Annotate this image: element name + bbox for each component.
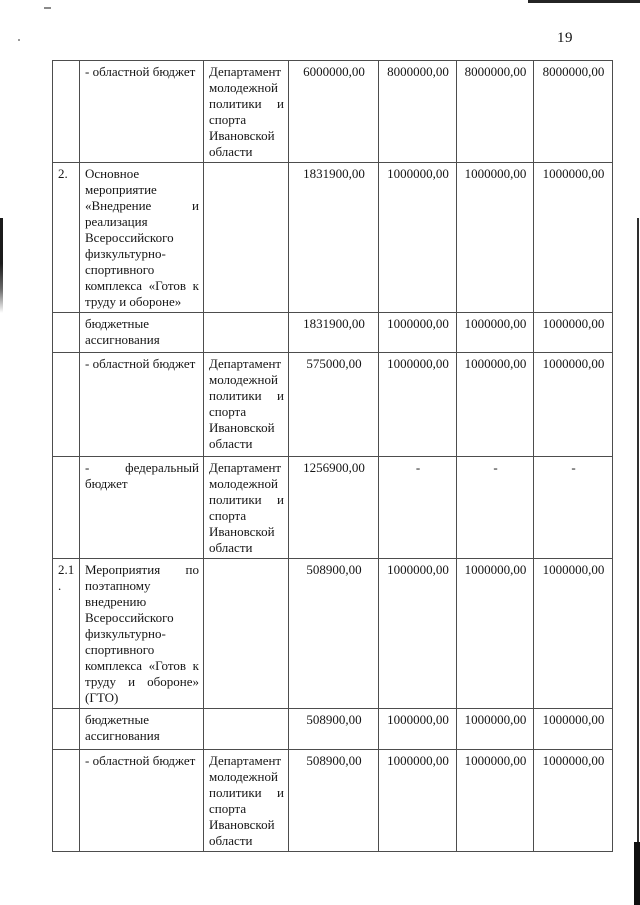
cell-item-name: - федеральный бюджет: [80, 457, 204, 559]
cell-row-number: [53, 353, 80, 457]
cell-amount-col1: 6000000,00: [289, 61, 379, 163]
cell-amount-col2: 1000000,00: [379, 353, 457, 457]
scan-artifact-right-edge: [637, 218, 639, 905]
cell-executor: Департамент молодежной политики и спорта Ивановской области: [204, 61, 289, 163]
cell-amount-col3: 1000000,00: [457, 750, 534, 852]
cell-amount-col3: 8000000,00: [457, 61, 534, 163]
cell-executor: [204, 163, 289, 313]
cell-amount-col2: 1000000,00: [379, 313, 457, 353]
scan-artifact-left-margin-mark: [0, 218, 3, 313]
table-row: [53, 709, 613, 750]
cell-amount-col1: 575000,00: [289, 353, 379, 457]
cell-row-number: [53, 709, 80, 750]
cell-amount-col3: 1000000,00: [457, 353, 534, 457]
table-row: [53, 61, 613, 163]
cell-amount-col4: 1000000,00: [534, 353, 613, 457]
cell-amount-col2: 1000000,00: [379, 163, 457, 313]
table-row: [53, 353, 613, 457]
cell-executor: [204, 313, 289, 353]
budget-table-body: [53, 61, 613, 852]
table-row: [53, 313, 613, 353]
cell-amount-col4: 1000000,00: [534, 559, 613, 709]
scan-artifact-dot: [18, 39, 20, 41]
page-number: 19: [557, 30, 573, 46]
cell-amount-col1: 1831900,00: [289, 163, 379, 313]
cell-amount-col2: -: [379, 457, 457, 559]
cell-amount-col3: 1000000,00: [457, 163, 534, 313]
cell-amount-col1: 508900,00: [289, 559, 379, 709]
cell-amount-col2: 8000000,00: [379, 61, 457, 163]
cell-row-number: [53, 750, 80, 852]
table-row: [53, 559, 613, 709]
cell-row-number: [53, 457, 80, 559]
cell-item-name: бюджетные ассигнования: [80, 313, 204, 353]
table-row: [53, 457, 613, 559]
cell-executor: [204, 559, 289, 709]
cell-amount-col3: -: [457, 457, 534, 559]
cell-row-number: 2.1.: [53, 559, 80, 709]
cell-amount-col2: 1000000,00: [379, 709, 457, 750]
cell-item-name: - областной бюджет: [80, 353, 204, 457]
cell-amount-col3: 1000000,00: [457, 709, 534, 750]
scan-artifact-top-edge: [528, 0, 640, 3]
cell-amount-col3: 1000000,00: [457, 559, 534, 709]
cell-amount-col2: 1000000,00: [379, 750, 457, 852]
cell-executor: [204, 709, 289, 750]
budget-table: [52, 60, 613, 852]
cell-row-number: [53, 313, 80, 353]
cell-executor: Департамент молодежной политики и спорта Ивановской области: [204, 750, 289, 852]
scan-artifact-dash: [44, 7, 51, 9]
cell-item-name: бюджетные ассигнования: [80, 709, 204, 750]
cell-amount-col4: 1000000,00: [534, 313, 613, 353]
cell-item-name: Мероприятия по поэтапному внедрению Всероссийского физкультурно-спортивного комплекса «Готов к труду и обороне» (ГТО): [80, 559, 204, 709]
cell-row-number: 2.: [53, 163, 80, 313]
cell-amount-col4: 1000000,00: [534, 709, 613, 750]
scan-artifact-right-edge-shadow: [634, 842, 640, 905]
cell-amount-col4: -: [534, 457, 613, 559]
cell-item-name: - областной бюджет: [80, 750, 204, 852]
cell-amount-col1: 1831900,00: [289, 313, 379, 353]
cell-amount-col2: 1000000,00: [379, 559, 457, 709]
cell-executor: Департамент молодежной политики и спорта Ивановской области: [204, 457, 289, 559]
cell-row-number: [53, 61, 80, 163]
table-row: [53, 750, 613, 852]
cell-amount-col1: 508900,00: [289, 750, 379, 852]
cell-amount-col4: 1000000,00: [534, 163, 613, 313]
cell-item-name: Основное мероприятие «Внедрение и реализация Всероссийского физкультурно-спортивного комплекса «Готов к труду и обороне»: [80, 163, 204, 313]
cell-amount-col4: 1000000,00: [534, 750, 613, 852]
cell-amount-col3: 1000000,00: [457, 313, 534, 353]
table-row: [53, 163, 613, 313]
cell-item-name: - областной бюджет: [80, 61, 204, 163]
cell-amount-col4: 8000000,00: [534, 61, 613, 163]
cell-amount-col1: 508900,00: [289, 709, 379, 750]
cell-executor: Департамент молодежной политики и спорта Ивановской области: [204, 353, 289, 457]
cell-amount-col1: 1256900,00: [289, 457, 379, 559]
